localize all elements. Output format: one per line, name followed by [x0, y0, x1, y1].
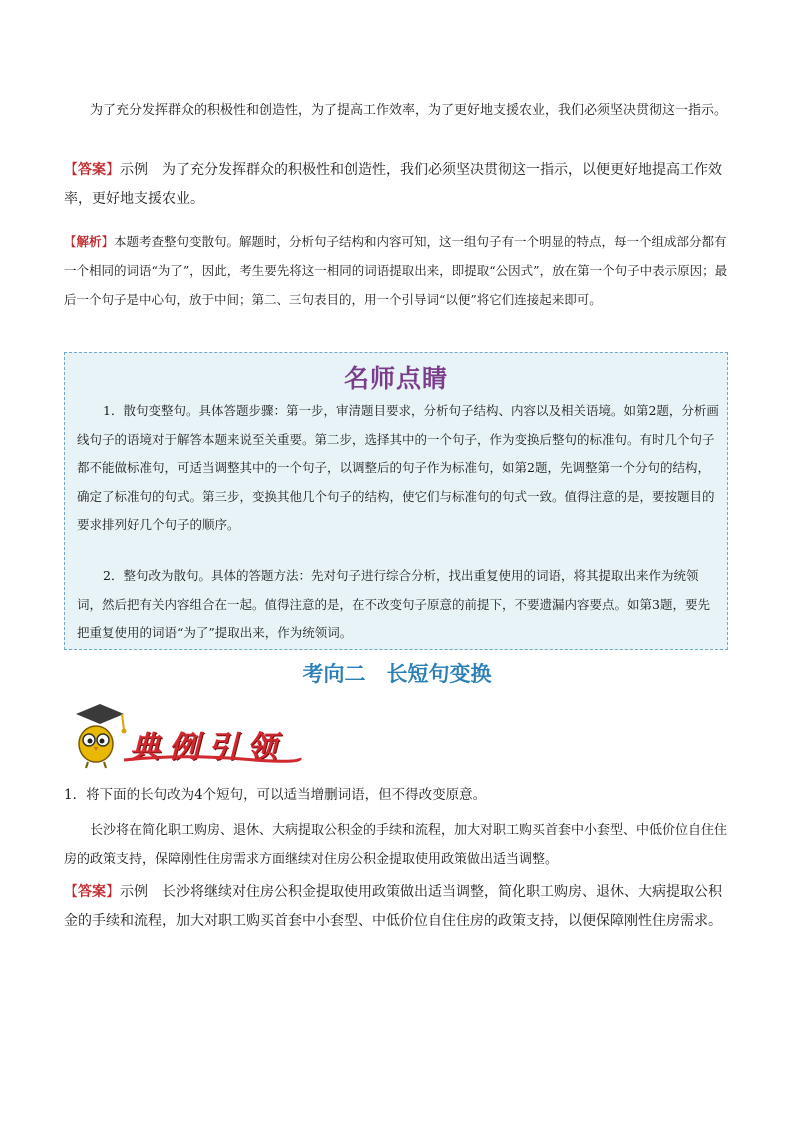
- example-question: 1．将下面的长句改为4个短句，可以适当增删词语，但不得改变原意。: [64, 787, 487, 803]
- analysis-paragraph: 【解析】本题考查整句变散句。解题时，分析句子结构和内容可知，这一组句子有一个明显的特点，每一个组成部分都有一个相同的词语“为了”，因此，考生要先将这一相同的词语提取出来，即提取“公因式”，放在第一个句子中表示原因；最后一个句子是中心句，放于中间；第二、三句表目的，用一个引导词“以便”将它们连接起来即可。: [64, 234, 728, 307]
- analysis-text: 本题考查整句变散句。解题时，分析句子结构和内容可知，这一组句子有一个明显的特点，每一个组成部分都有一个相同的词语“为了”，因此，考生要先将这一相同的词语提取出来，即提取“公因式”，放在第一个句子中表示原因；最后一个句子是中心句，放于中间；第二、三句表目的，用一个引导词“以便”将它们连接起来即可。: [64, 234, 728, 307]
- answer-tag: 答案: [78, 162, 106, 178]
- answer-paragraph: 【答案】示例 为了充分发挥群众的积极性和创造性，我们必须坚决贯彻这一指示，以便更好地提高工作效率，更好地支援农业。: [64, 162, 722, 207]
- section-heading: 考向二 长短句变换: [302, 662, 492, 686]
- tip-paragraph-1: 1．散句变整句。具体答题步骤：第一步，审清题目要求，分析句子结构、内容以及相关语境。如第2题，分析画线句子的语境对于解答本题来说至关重要。第二步，选择其中的一个句子，作为变换后整句的标准句。有时几个句子都不能做标准句，可适当调整其中的一个句子，以调整后的句子作为标准句，如第2题，先调整第一个分句的结构，确定了标准句的句式。第三步，变换其他几个句子的结构，使它们与标准句的句式一致。值得注意的是，要按题目的要求排列好几个句子的顺序。: [77, 403, 719, 532]
- tip-box-title: 名师点睛: [343, 364, 448, 393]
- example-banner-text: 典例引领: [130, 730, 286, 765]
- example-passage: 长沙将在简化职工购房、退休、大病提取公积金的手续和流程，加大对职工购买首套中小套型、中低价位自住住房的政策支持，保障刚性住房需求方面继续对住房公积金提取使用政策做出适当调整。: [64, 823, 728, 867]
- banner-underline: [122, 752, 302, 766]
- analysis-tag: 解析: [76, 234, 102, 249]
- example-answer-tag: 答案: [78, 884, 106, 900]
- example-answer-text: 示例 长沙将继续对住房公积金提取使用政策做出适当调整，简化职工购房、退休、大病提取公积金的手续和流程，加大对职工购买首套中小套型、中低价位自住住房的政策支持，以便保障刚性住房需求。: [64, 884, 722, 929]
- tip-paragraph-2: 2．整句改为散句。具体的答题方法：先对句子进行综合分析，找出重复使用的词语，将其提取出来作为统领词，然后把有关内容组合在一起。值得注意的是，在不改变句子原意的前提下，不要遗漏内容要点。如第3题，要先把重复使用的词语“为了”提取出来，作为统领词。: [77, 568, 710, 640]
- teacher-tip-box: [64, 352, 728, 650]
- answer-text: 示例 为了充分发挥群众的积极性和创造性，我们必须坚决贯彻这一指示，以便更好地提高工作效率，更好地支援农业。: [64, 162, 722, 207]
- example-banner: [66, 700, 286, 770]
- example-answer-paragraph: 【答案】示例 长沙将继续对住房公积金提取使用政策做出适当调整，简化职工购房、退休、大病提取公积金的手续和流程，加大对职工购买首套中小套型、中低价位自住住房的政策支持，以便保障刚性住房需求。: [64, 884, 722, 929]
- question-passage: 为了充分发挥群众的积极性和创造性，为了提高工作效率，为了更好地支援农业，我们必须坚决贯彻这一指示。: [90, 103, 728, 118]
